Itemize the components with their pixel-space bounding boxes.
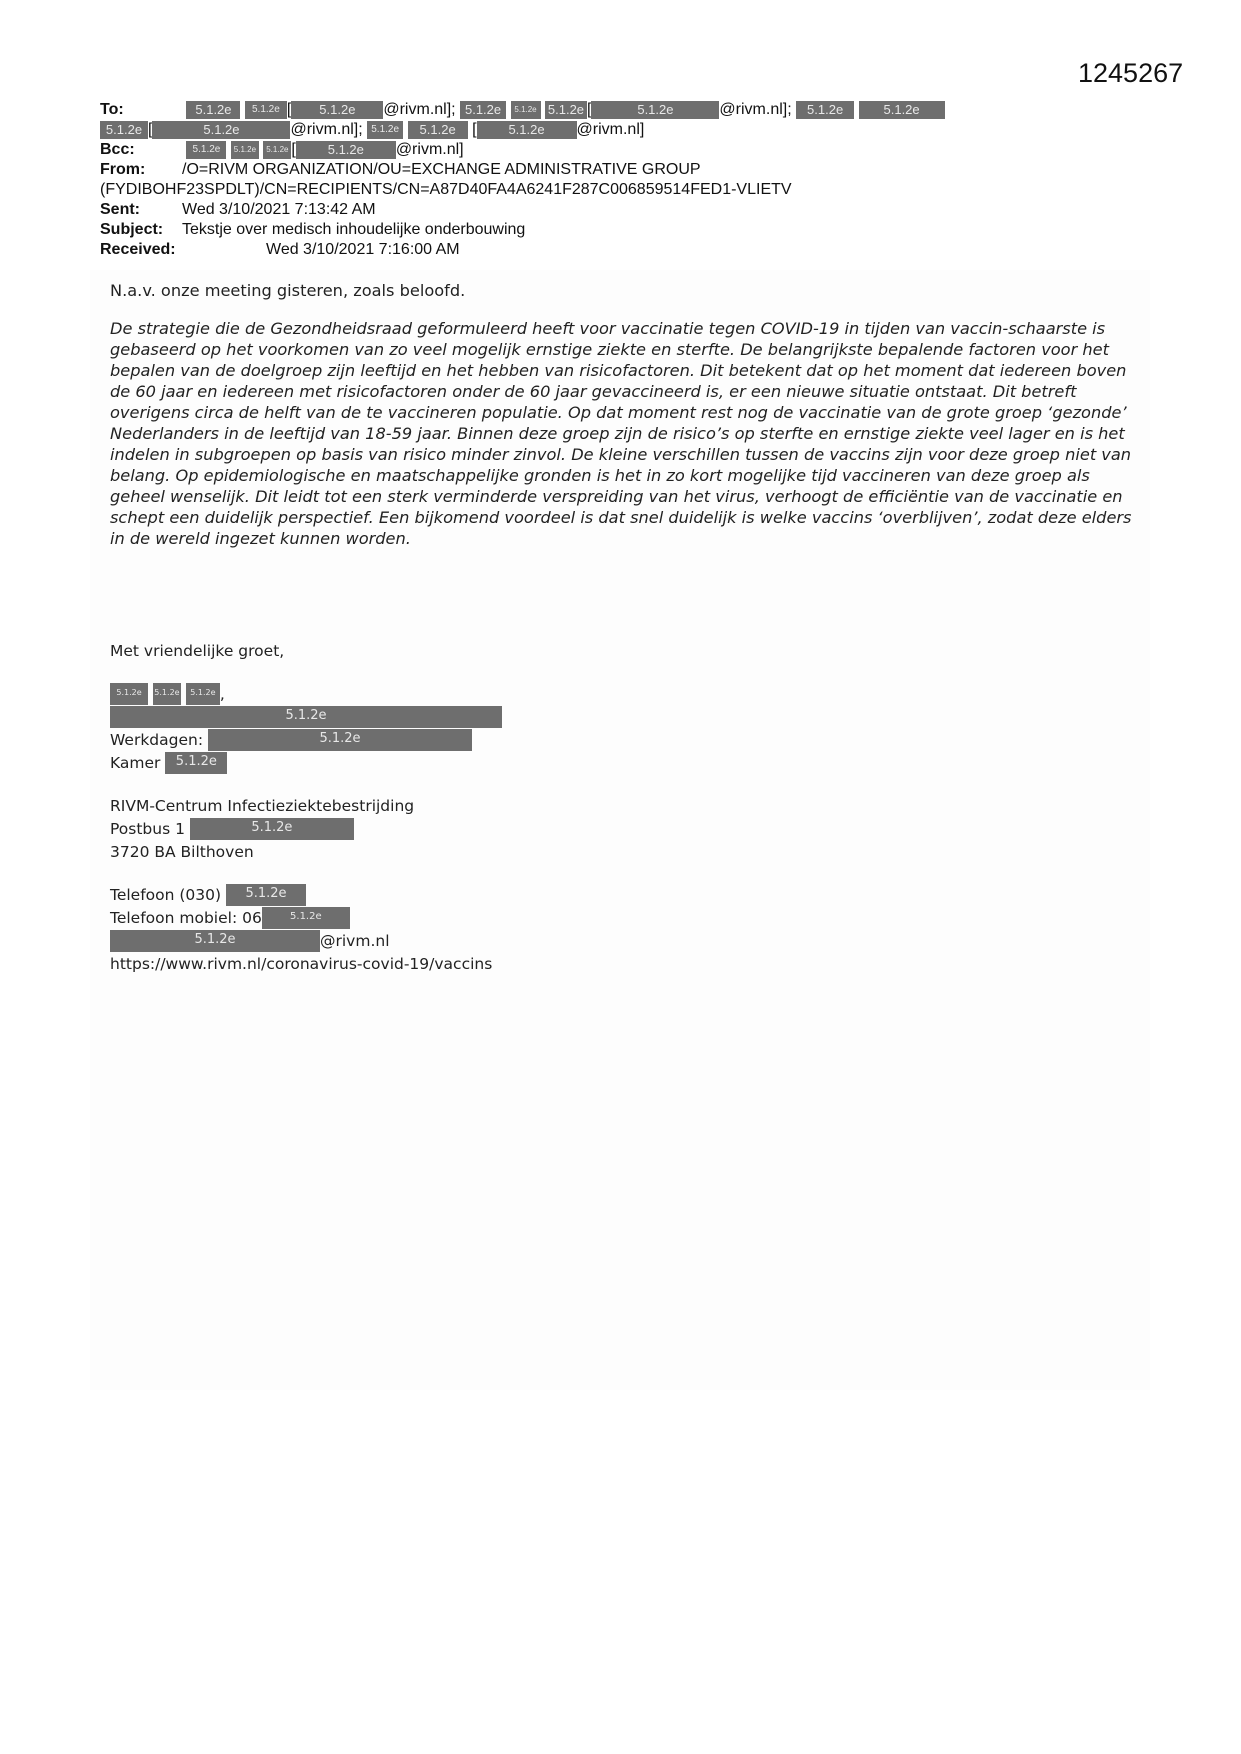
- intro-text: N.a.v. onze meeting gisteren, zoals beloofd.: [110, 281, 466, 300]
- domain-text: @rivm.nl]: [576, 121, 645, 138]
- from-value-continued: (FYDIBOHF23SPDLT)/CN=RECIPIENTS/CN=A87D40FA4A6241F287C006859514FED1-VLIETV: [100, 181, 792, 198]
- sent-line: [100, 200, 1080, 220]
- redaction-box: 5.1.2e: [186, 101, 240, 119]
- mobiel-line: [110, 907, 502, 930]
- bracket: [: [586, 101, 592, 118]
- city-line: 3720 BA Bilthoven: [110, 843, 254, 861]
- domain-text: @rivm.nl];: [383, 101, 456, 118]
- message-body: [110, 278, 1140, 549]
- received-label: Received:: [100, 241, 176, 258]
- redaction-box: 5.1.2e: [545, 101, 587, 119]
- redaction-box: 5.1.2e: [110, 683, 148, 705]
- redaction-box: 5.1.2e: [153, 683, 181, 705]
- from-label: From:: [100, 161, 146, 178]
- redaction-box: 5.1.2e: [460, 101, 506, 119]
- from-line: [100, 160, 1080, 180]
- redaction-box: 5.1.2e: [367, 121, 403, 139]
- werkdagen-label: Werkdagen:: [110, 731, 204, 749]
- to-line: [100, 100, 1080, 120]
- to-label: To:: [100, 101, 124, 118]
- redaction-box: 5.1.2e: [263, 141, 291, 159]
- redaction-box: 5.1.2e: [245, 101, 287, 119]
- redaction-box: 5.1.2e: [591, 101, 719, 119]
- redaction-box: 5.1.2e: [190, 818, 354, 840]
- signature-block: [110, 640, 502, 976]
- email-header: [100, 100, 1080, 260]
- signature-title-line: [110, 706, 502, 729]
- kamer-label: Kamer: [110, 754, 161, 772]
- email-line: [110, 930, 502, 953]
- redaction-box: 5.1.2e: [110, 706, 502, 728]
- document-number: 1245267: [1078, 58, 1184, 88]
- telefoon-line: [110, 884, 502, 907]
- received-line: [100, 240, 1080, 260]
- bracket: [: [286, 101, 292, 118]
- bcc-label: Bcc:: [100, 141, 135, 158]
- bracket: [: [291, 141, 296, 158]
- redaction-box: 5.1.2e: [796, 101, 854, 119]
- sent-value: Wed 3/10/2021 7:13:42 AM: [182, 201, 376, 218]
- redaction-box: 5.1.2e: [226, 884, 306, 906]
- redaction-box: 5.1.2e: [408, 121, 468, 139]
- mobiel-label: Telefoon mobiel: 06: [110, 909, 262, 927]
- bcc-line: [100, 140, 1080, 160]
- redaction-box: 5.1.2e: [291, 101, 383, 119]
- redaction-box: 5.1.2e: [859, 101, 945, 119]
- domain-text: @rivm.nl]: [395, 141, 464, 158]
- received-value: Wed 3/10/2021 7:16:00 AM: [266, 241, 460, 258]
- subject-label: Subject:: [100, 221, 164, 238]
- from-line-continued: [100, 180, 1080, 200]
- redaction-box: 5.1.2e: [186, 141, 226, 159]
- telefoon-label: Telefoon (030): [110, 886, 222, 904]
- redaction-box: 5.1.2e: [152, 121, 290, 139]
- comma: ,: [219, 685, 225, 703]
- redaction-box: 5.1.2e: [231, 141, 259, 159]
- redaction-box: 5.1.2e: [208, 729, 472, 751]
- werkdagen-line: [110, 729, 502, 752]
- redaction-box: 5.1.2e: [262, 907, 350, 929]
- subject-line: [100, 220, 1080, 240]
- redaction-box: 5.1.2e: [186, 683, 220, 705]
- postbus-line: [110, 818, 502, 841]
- redaction-box: 5.1.2e: [165, 752, 227, 774]
- redaction-box: 5.1.2e: [110, 930, 320, 952]
- organization: RIVM-Centrum Infectieziektebestrijding: [110, 797, 415, 815]
- subject-value: Tekstje over medisch inhoudelijke onderbouwing: [182, 221, 526, 238]
- redaction-box: 5.1.2e: [511, 101, 541, 119]
- domain-text: @rivm.nl];: [290, 121, 363, 138]
- body-paragraph: De strategie die de Gezondheidsraad geformuleerd heeft voor vaccinatie tegen COVID-19 in tijden van vaccin-schaarste is gebaseerd op het voorkomen van zo veel mogelijk ernstige ziekte en sterfte. De belangrijkste bepalende factoren voor het bepalen van de doelgroep zijn leeftijd en het hebben van risicofactoren. Dit betekent dat op het moment dat iedereen boven de 60 jaar en iedereen met risicofactoren onder de 60 jaar gevaccineerd is, er een nieuwe situatie ontstaat. Dit betreft overigens circa de helft van de te vaccineren populatie. Op dat moment rest nog de vaccinatie van de grote groep ‘gezonde’ Nederlanders in de leeftijd van 18-59 jaar. Binnen deze groep zijn de risico’s op sterfte en ernstige ziekte veel lager en is het indelen in subgroepen op basis van risico minder zinvol. De kleine verschillen tussen de vaccins zijn voor deze groep niet van belang. Op epidemiologische en maatschappelijke gronden is het in zo kort mogelijke tijd vaccineren van deze groep als geheel wenselijk. Dit leidt tot een sterk verminderde verspreiding van het virus, verhoogt de efficiëntie van de vaccinatie en schept een duidelijk perspectief. Een bijkomend voordeel is dat snel duidelijk is welke vaccins ‘overblijven’, zodat deze elders in de wereld ingezet kunnen worden.: [110, 319, 1132, 548]
- redaction-box: 5.1.2e: [100, 121, 148, 139]
- bracket: [: [148, 121, 153, 138]
- postbus-label: Postbus 1: [110, 820, 185, 838]
- domain-text: @rivm.nl];: [719, 101, 792, 118]
- to-line-continued: [100, 120, 1080, 140]
- sent-label: Sent:: [100, 201, 140, 218]
- website-link[interactable]: https://www.rivm.nl/coronavirus-covid-19/vaccins: [110, 955, 493, 973]
- email-domain: @rivm.nl: [320, 932, 390, 950]
- bracket: [: [472, 121, 477, 138]
- kamer-line: [110, 752, 502, 775]
- greeting: Met vriendelijke groet,: [110, 642, 285, 660]
- signature-name-line: [110, 683, 502, 706]
- from-value: /O=RIVM ORGANIZATION/OU=EXCHANGE ADMINISTRATIVE GROUP: [182, 161, 701, 178]
- redaction-box: 5.1.2e: [296, 141, 396, 159]
- redaction-box: 5.1.2e: [477, 121, 577, 139]
